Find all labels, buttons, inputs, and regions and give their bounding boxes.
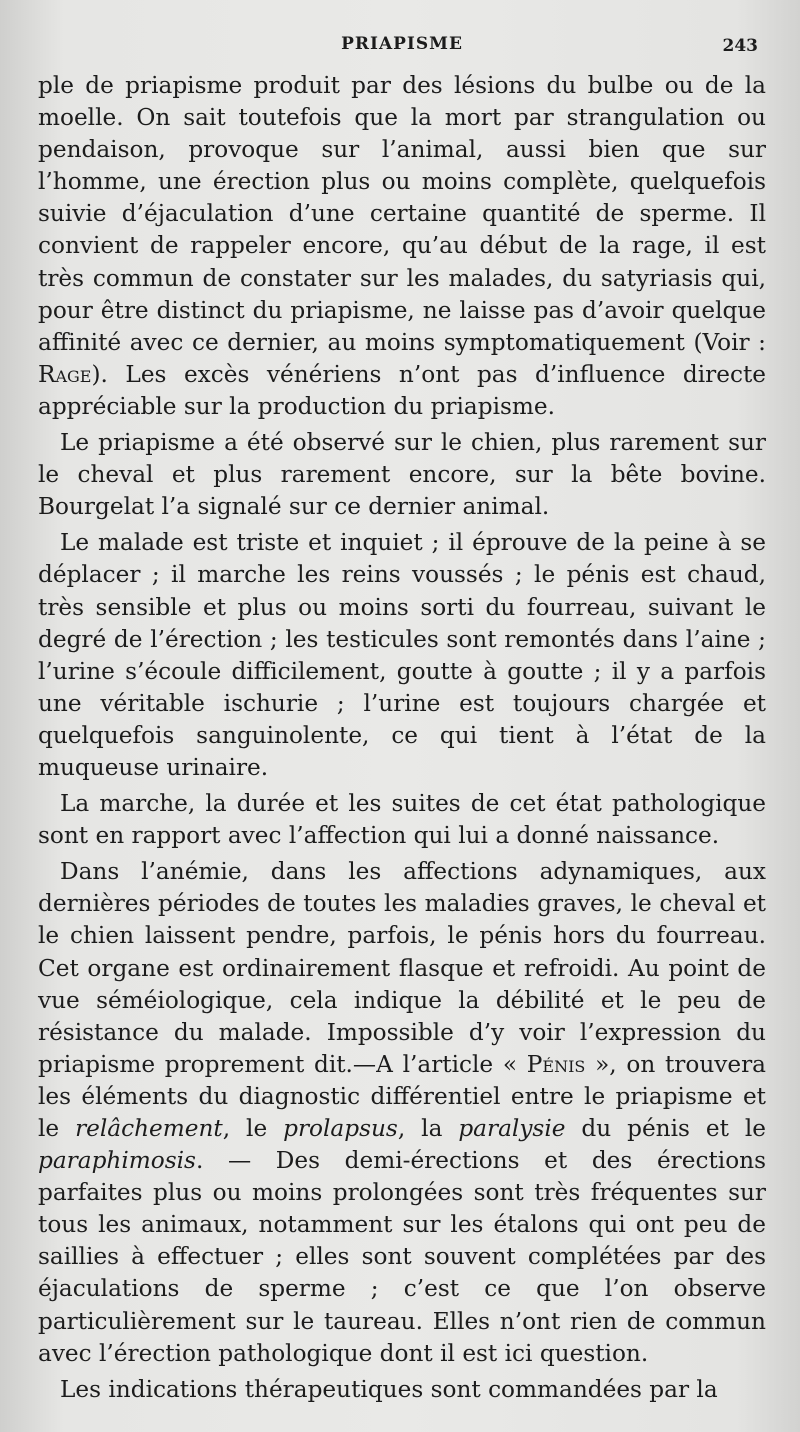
running-title: PRIAPISME xyxy=(341,34,463,54)
italic-term: paraphimosis xyxy=(38,1147,196,1175)
paragraph xyxy=(38,70,766,423)
paragraph xyxy=(38,788,766,852)
text-run: . — Des demi-érections et des érections parfaites plus ou moins prolongées sont très fréquentes sur tous les animaux, notamment sur les étalons qui ont peu de saillies à effectuer ; elles sont souvent complétées par des éjaculations de sperme ; c’est ce que l’on observe particulièrement sur le taureau. Elles n’ont rien de commun avec l’érection pathologique dont il est ici question. xyxy=(38,1147,766,1367)
paragraph xyxy=(38,856,766,1370)
text-run: Dans l’anémie, dans les affections adynamiques, aux dernières périodes de toutes les maladies graves, le cheval et le chien laissent pendre, parfois, le pénis hors du fourreau. Cet organe est ordinairement flasque et refroidi. Au point de vue séméiologique, cela indique la débilité et le peu de résistance du malade. Impossible d’y voir l’expression du priapisme proprement dit.—A l’article « xyxy=(38,858,766,1078)
text-run: du pénis et le xyxy=(565,1115,766,1142)
italic-term: relâchement xyxy=(75,1115,223,1142)
small-caps-reference: Pénis xyxy=(526,1050,586,1078)
body-text xyxy=(38,70,766,1406)
text-run: , le xyxy=(222,1115,284,1142)
paragraph xyxy=(38,427,766,523)
text-run: , la xyxy=(397,1115,459,1142)
text-run: Le malade est triste et inquiet ; il éprouve de la peine à se déplacer ; il marche les reins voussés ; le pénis est chaud, très sensible et plus ou moins sorti du fourreau, suivant le degré de l’érection ; les testicules sont remontés dans l’aine ; l’urine s’écoule difficilement, goutte à goutte ; il y a parfois une véritable ischurie ; l’urine est toujours chargée et quelquefois sanguinolente, ce qui tient à l’état de la muqueuse urinaire. xyxy=(38,529,766,781)
small-caps-reference: Rage xyxy=(38,360,92,388)
paragraph xyxy=(38,527,766,784)
text-run: Les indications thérapeutiques sont commandées par la xyxy=(60,1375,718,1403)
italic-term: paralysie xyxy=(458,1115,566,1142)
text-run: Le priapisme a été observé sur le chien, plus rarement sur le cheval et plus rarement encore, sur la bête bovine. Bourgelat l’a signalé sur ce dernier animal. xyxy=(38,429,766,521)
italic-term: prolapsus xyxy=(283,1115,398,1142)
page-number: 243 xyxy=(722,36,758,56)
text-run: ). Les excès vénériens n’ont pas d’influence directe appréciable sur la production du priapisme. xyxy=(38,360,766,420)
running-head xyxy=(38,30,766,64)
text-run: La marche, la durée et les suites de cet état pathologique sont en rapport avec l’affection qui lui a donné naissance. xyxy=(38,790,766,850)
text-run: ple de priapisme produit par des lésions du bulbe ou de la moelle. On sait toutefois que la mort par strangulation ou pendaison, provoque sur l’animal, aussi bien que sur l’homme, une érection plus ou moins complète, quelquefois suivie d’éjaculation d’une certaine quantité de sperme. Il convient de rappeler encore, qu’au début de la rage, il est très commun de constater sur les malades, du satyriasis qui, pour être distinct du priapisme, ne laisse pas d’avoir quelque affinité avec ce dernier, au moins symptomatiquement (Voir : xyxy=(38,72,766,356)
text-run: », on trouvera les éléments du diagnostic différentiel entre le priapisme et le xyxy=(38,1050,767,1142)
paragraph xyxy=(38,1374,766,1406)
